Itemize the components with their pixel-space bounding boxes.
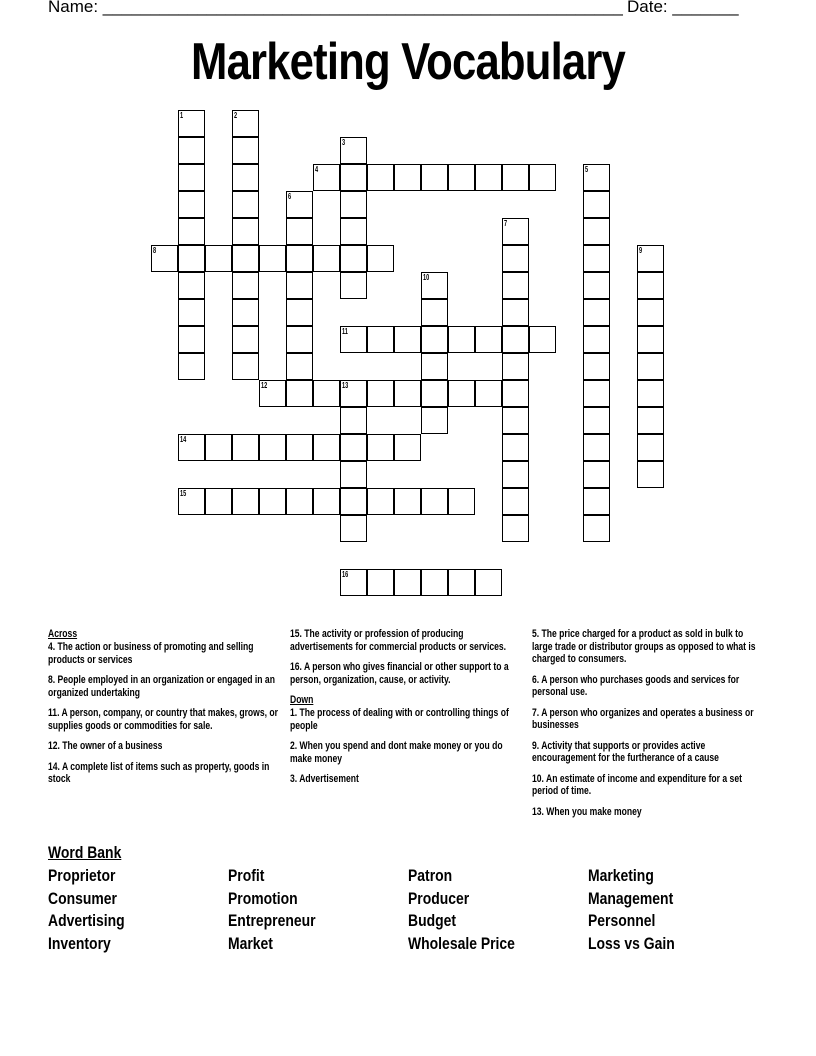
crossword-cell[interactable] bbox=[583, 488, 610, 515]
crossword-cell[interactable] bbox=[529, 326, 556, 353]
crossword-cell[interactable] bbox=[637, 272, 664, 299]
crossword-cell[interactable] bbox=[583, 218, 610, 245]
crossword-cell[interactable] bbox=[313, 245, 340, 272]
cell-number: 3 bbox=[342, 138, 346, 147]
crossword-cell[interactable] bbox=[502, 245, 529, 272]
crossword-cell[interactable] bbox=[394, 380, 421, 407]
crossword-cell[interactable] bbox=[340, 407, 367, 434]
clue-across-11: 11. A person, company, or country that makes, grows, or supplies goods or commodities for sale. bbox=[48, 707, 278, 732]
crossword-cell[interactable] bbox=[394, 488, 421, 515]
crossword-cell[interactable] bbox=[232, 299, 259, 326]
crossword-cell[interactable] bbox=[178, 137, 205, 164]
crossword-cell[interactable] bbox=[502, 164, 529, 191]
crossword-cell[interactable] bbox=[421, 164, 448, 191]
crossword-cell[interactable] bbox=[448, 380, 475, 407]
crossword-cell[interactable] bbox=[340, 164, 367, 191]
word-bank-item: Advertising bbox=[48, 911, 125, 930]
word-bank-item: Consumer bbox=[48, 889, 117, 908]
crossword-cell[interactable] bbox=[286, 245, 313, 272]
word-bank-item: Promotion bbox=[228, 889, 298, 908]
crossword-cell[interactable] bbox=[367, 164, 394, 191]
crossword-cell[interactable] bbox=[583, 299, 610, 326]
crossword-cell[interactable] bbox=[421, 488, 448, 515]
crossword-cell[interactable] bbox=[232, 434, 259, 461]
crossword-cell[interactable] bbox=[583, 191, 610, 218]
word-bank-item: Entrepreneur bbox=[228, 911, 316, 930]
clues-column-1 bbox=[48, 628, 283, 794]
crossword-cell[interactable] bbox=[286, 380, 313, 407]
word-bank-item: Loss vs Gain bbox=[588, 934, 675, 953]
crossword-cell[interactable] bbox=[178, 326, 205, 353]
crossword-cell[interactable] bbox=[394, 569, 421, 596]
crossword-cell[interactable] bbox=[178, 218, 205, 245]
down-heading: Down bbox=[290, 694, 314, 706]
clues-column-3 bbox=[532, 628, 767, 826]
page-title: Marketing Vocabulary bbox=[191, 33, 625, 91]
clue-down-10: 10. An estimate of income and expenditure for a set period of time. bbox=[532, 772, 742, 797]
crossword-cell[interactable] bbox=[178, 164, 205, 191]
clue-down-5: 5. The price charged for a product as sold in bulk to large trade or distributor groups as opposed to what is charged to consumers. bbox=[532, 628, 756, 665]
crossword-cell[interactable] bbox=[502, 326, 529, 353]
cell-number: 1 bbox=[180, 111, 184, 120]
cell-number: 13 bbox=[342, 381, 349, 390]
clue-across-4: 4. The action or business of promoting and selling products or services bbox=[48, 641, 254, 666]
crossword-cell[interactable] bbox=[502, 515, 529, 542]
crossword-cell[interactable] bbox=[286, 326, 313, 353]
crossword-cell[interactable] bbox=[421, 299, 448, 326]
crossword-cell[interactable] bbox=[502, 461, 529, 488]
word-bank-heading: Word Bank bbox=[48, 843, 122, 862]
name-field-line: Name: _______________________________________________________ bbox=[48, 0, 623, 16]
crossword-cell[interactable] bbox=[232, 164, 259, 191]
crossword-cell[interactable] bbox=[313, 488, 340, 515]
crossword-cell[interactable] bbox=[340, 272, 367, 299]
crossword-cell[interactable] bbox=[286, 299, 313, 326]
cell-number: 7 bbox=[504, 219, 508, 228]
word-bank-item: Budget bbox=[408, 911, 457, 930]
crossword-cell[interactable] bbox=[340, 515, 367, 542]
crossword-cell[interactable] bbox=[583, 515, 610, 542]
crossword-cell[interactable] bbox=[502, 488, 529, 515]
clues-column-2 bbox=[290, 628, 525, 794]
clue-down-6: 6. A person who purchases goods and services for personal use. bbox=[532, 673, 740, 698]
crossword-cell[interactable] bbox=[340, 434, 367, 461]
crossword-cell[interactable] bbox=[421, 380, 448, 407]
crossword-cell[interactable] bbox=[232, 191, 259, 218]
crossword-cell[interactable] bbox=[232, 218, 259, 245]
crossword-cell[interactable] bbox=[421, 569, 448, 596]
crossword-cell[interactable] bbox=[448, 569, 475, 596]
cell-number: 15 bbox=[180, 489, 187, 498]
crossword-cell[interactable] bbox=[232, 245, 259, 272]
crossword-cell[interactable] bbox=[205, 245, 232, 272]
crossword-cell[interactable] bbox=[583, 434, 610, 461]
crossword-cell[interactable] bbox=[529, 164, 556, 191]
crossword-cell[interactable] bbox=[178, 272, 205, 299]
crossword-cell[interactable] bbox=[583, 272, 610, 299]
cell-number: 12 bbox=[261, 381, 268, 390]
word-bank-item: Proprietor bbox=[48, 866, 116, 885]
cell-number: 16 bbox=[342, 570, 349, 579]
crossword-cell[interactable] bbox=[583, 380, 610, 407]
word-bank-item: Market bbox=[228, 934, 273, 953]
cell-number: 4 bbox=[315, 165, 319, 174]
crossword-cell[interactable] bbox=[475, 380, 502, 407]
crossword-cell[interactable] bbox=[583, 326, 610, 353]
crossword-cell[interactable] bbox=[178, 245, 205, 272]
crossword-cell[interactable] bbox=[340, 191, 367, 218]
cell-number: 8 bbox=[153, 246, 157, 255]
crossword-cell[interactable] bbox=[394, 164, 421, 191]
crossword-cell[interactable] bbox=[313, 434, 340, 461]
word-bank-item: Profit bbox=[228, 866, 265, 885]
crossword-cell[interactable] bbox=[340, 461, 367, 488]
crossword-cell[interactable] bbox=[367, 569, 394, 596]
crossword-cell[interactable] bbox=[286, 488, 313, 515]
crossword-cell[interactable] bbox=[448, 326, 475, 353]
crossword-cell[interactable] bbox=[475, 164, 502, 191]
crossword-cell[interactable] bbox=[340, 488, 367, 515]
crossword-cell[interactable] bbox=[502, 407, 529, 434]
crossword-cell[interactable] bbox=[313, 380, 340, 407]
crossword-cell[interactable] bbox=[205, 434, 232, 461]
crossword-cell[interactable] bbox=[475, 326, 502, 353]
cell-number: 2 bbox=[234, 111, 238, 120]
clue-down-3: 3. Advertisement bbox=[290, 773, 359, 785]
crossword-cell[interactable] bbox=[637, 326, 664, 353]
clue-across-14: 14. A complete list of items such as property, goods in stock bbox=[48, 760, 270, 785]
clue-across-16: 16. A person who gives financial or other support to a person, organization, cause, or activity. bbox=[290, 661, 509, 686]
crossword-cell[interactable] bbox=[178, 353, 205, 380]
clue-down-2: 2. When you spend and dont make money or you do make money bbox=[290, 740, 503, 765]
crossword-cell[interactable] bbox=[637, 299, 664, 326]
clue-across-15: 15. The activity or profession of producing advertisements for commercial products or services. bbox=[290, 628, 507, 653]
crossword-cell[interactable] bbox=[286, 353, 313, 380]
clue-down-13: 13. When you make money bbox=[532, 805, 642, 818]
clue-across-8: 8. People employed in an organization or engaged in an organized undertaking bbox=[48, 674, 275, 699]
crossword-cell[interactable] bbox=[205, 488, 232, 515]
crossword-cell[interactable] bbox=[232, 137, 259, 164]
crossword-cell[interactable] bbox=[583, 353, 610, 380]
crossword-cell[interactable] bbox=[286, 272, 313, 299]
crossword-cell[interactable] bbox=[583, 461, 610, 488]
word-bank-item: Marketing bbox=[588, 866, 654, 885]
word-bank-item: Inventory bbox=[48, 934, 111, 953]
crossword-cell[interactable] bbox=[286, 434, 313, 461]
crossword-cell[interactable] bbox=[232, 326, 259, 353]
clue-down-7: 7. A person who organizes and operates a business or businesses bbox=[532, 706, 754, 731]
crossword-cell[interactable] bbox=[259, 488, 286, 515]
clue-across-12: 12. The owner of a business bbox=[48, 740, 163, 752]
cell-number: 14 bbox=[180, 435, 187, 444]
cell-number: 11 bbox=[342, 327, 348, 336]
crossword-cell[interactable] bbox=[367, 434, 394, 461]
word-bank-item: Personnel bbox=[588, 911, 656, 930]
crossword-cell[interactable] bbox=[286, 218, 313, 245]
across-heading: Across bbox=[48, 628, 78, 640]
crossword-cell[interactable] bbox=[367, 326, 394, 353]
crossword-cell[interactable] bbox=[637, 380, 664, 407]
crossword-cell[interactable] bbox=[502, 272, 529, 299]
crossword-cell[interactable] bbox=[502, 353, 529, 380]
crossword-cell[interactable] bbox=[367, 380, 394, 407]
crossword-cell[interactable] bbox=[367, 488, 394, 515]
cell-number: 9 bbox=[639, 246, 643, 255]
crossword-cell[interactable] bbox=[340, 218, 367, 245]
crossword-cell[interactable] bbox=[367, 245, 394, 272]
crossword-cell[interactable] bbox=[637, 407, 664, 434]
crossword-cell[interactable] bbox=[448, 164, 475, 191]
crossword-cell[interactable] bbox=[232, 272, 259, 299]
crossword-cell[interactable] bbox=[178, 299, 205, 326]
crossword-cell[interactable] bbox=[502, 299, 529, 326]
word-bank-item: Producer bbox=[408, 889, 470, 908]
word-bank-item: Patron bbox=[408, 866, 453, 885]
crossword-cell[interactable] bbox=[232, 353, 259, 380]
crossword-cell[interactable] bbox=[259, 434, 286, 461]
word-bank-item: Wholesale Price bbox=[408, 934, 515, 953]
crossword-cell[interactable] bbox=[583, 245, 610, 272]
crossword-cell[interactable] bbox=[502, 380, 529, 407]
crossword-cell[interactable] bbox=[421, 407, 448, 434]
crossword-cell[interactable] bbox=[475, 569, 502, 596]
crossword-cell[interactable] bbox=[259, 245, 286, 272]
clue-down-9: 9. Activity that supports or provides active encouragement for the furtherance of a cause bbox=[532, 739, 719, 764]
cell-number: 10 bbox=[423, 273, 430, 282]
crossword-cell[interactable] bbox=[637, 434, 664, 461]
clue-down-1: 1. The process of dealing with or controlling things of people bbox=[290, 707, 509, 732]
crossword-cell[interactable] bbox=[637, 461, 664, 488]
cell-number: 6 bbox=[288, 192, 292, 201]
crossword-cell[interactable] bbox=[583, 407, 610, 434]
crossword-cell[interactable] bbox=[340, 245, 367, 272]
crossword-cell[interactable] bbox=[232, 488, 259, 515]
crossword-cell[interactable] bbox=[421, 326, 448, 353]
crossword-cell[interactable] bbox=[448, 488, 475, 515]
crossword-cell[interactable] bbox=[502, 434, 529, 461]
word-bank-item: Management bbox=[588, 889, 674, 908]
cell-number: 5 bbox=[585, 165, 589, 174]
crossword-cell[interactable] bbox=[637, 353, 664, 380]
date-field-line: Date: _______ bbox=[627, 0, 739, 16]
crossword-cell[interactable] bbox=[421, 353, 448, 380]
crossword-cell[interactable] bbox=[394, 326, 421, 353]
crossword-cell[interactable] bbox=[178, 191, 205, 218]
crossword-cell[interactable] bbox=[394, 434, 421, 461]
